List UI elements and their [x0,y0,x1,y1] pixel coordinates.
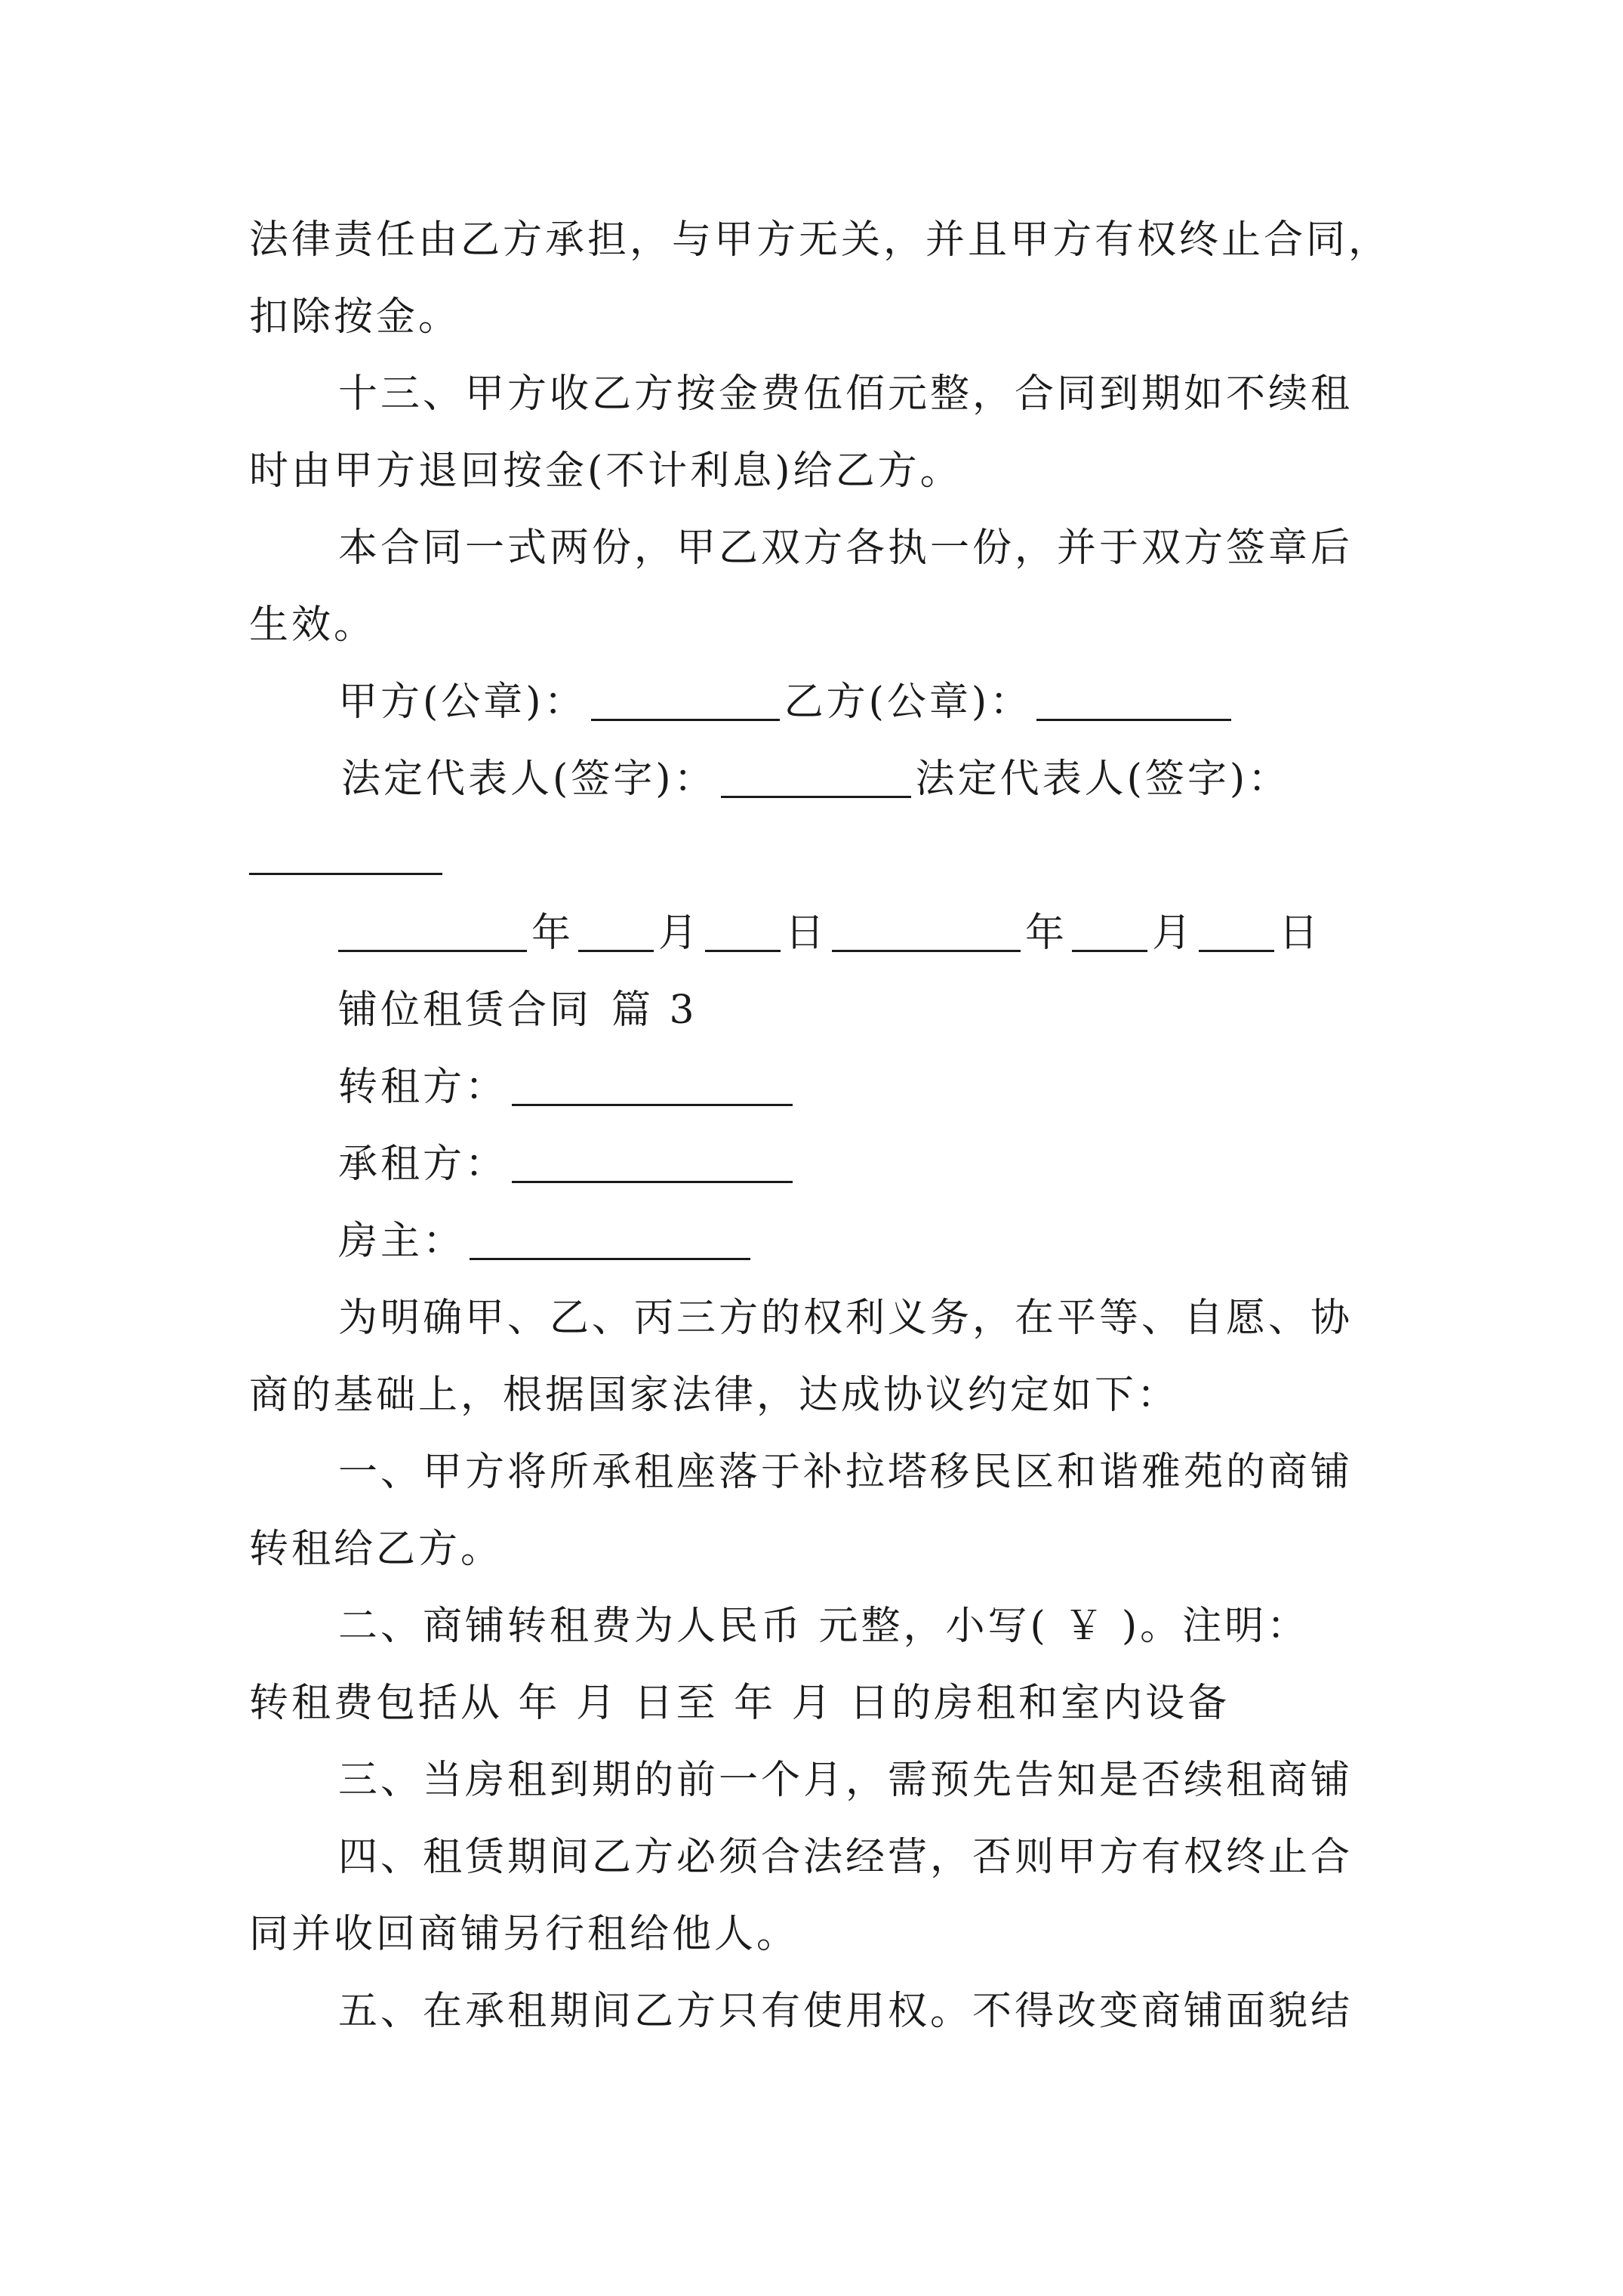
year-label: 年 [531,911,574,956]
day-label: 日 [1279,911,1322,956]
section-title: 铺位租赁合同 [338,988,593,1033]
sublessor-label: 转租方： [338,1065,508,1110]
party-a-seal-label: 甲方(公章)： [338,680,587,725]
rep-a-label: 法定代表人(签字)： [341,757,716,802]
party-b-seal-label: 乙方(公章)： [784,680,1033,725]
clause-5-line: 五、在承租期间乙方只有使用权。不得改变商铺面貌结 [338,1989,1354,2034]
year-label: 年 [1025,911,1068,956]
lessee-blank [512,1142,793,1183]
copies-clause-line: 生效。 [249,603,377,648]
year-blank [338,911,527,952]
landlord-line [338,1214,1471,1268]
year-blank [832,911,1021,952]
intro-line: 商的基础上，根据国家法律，达成协议约定如下： [249,1373,1180,1418]
month-label: 月 [658,911,701,956]
day-label: 日 [785,911,828,956]
clause-1-line: 一、甲方将所承租座落于补拉塔移民区和谐雅苑的商铺 [338,1450,1354,1495]
date-line [338,906,1471,960]
landlord-label: 房主： [338,1219,466,1264]
clause-13-line: 十三、甲方收乙方按金费伍佰元整，合同到期如不续租 [338,371,1354,417]
rep-b-blank [249,834,442,875]
day-blank [1199,911,1274,952]
representative-line [341,752,1474,806]
section-heading [338,983,1471,1037]
rep-b-blank-line [249,829,1381,883]
rep-b-label: 法定代表人(签字)： [915,757,1291,802]
party-b-seal-blank [1036,680,1231,721]
lessee-line [338,1137,1471,1191]
month-blank [578,911,654,952]
clause-2-line: 二、商铺转租费为人民币 元整，小写( ￥ )。注明： [338,1604,1310,1649]
paragraph-line: 扣除按金。 [249,294,461,340]
lessee-label: 承租方： [338,1142,508,1187]
day-blank [705,911,781,952]
section-label: 篇 3 [611,988,698,1033]
landlord-blank [470,1219,750,1260]
month-label: 月 [1152,911,1195,956]
paragraph-line: 法律责任由乙方承担，与甲方无关，并且甲方有权终止合同， [249,217,1391,263]
copies-clause-line: 本合同一式两份，甲乙双方各执一份，并于双方签章后 [338,525,1354,571]
clause-1-line: 转租给乙方。 [249,1527,504,1572]
party-a-seal-blank [591,680,780,721]
clause-2-line: 转租费包括从 年 月 日至 年 月 日的房租和室内设备 [249,1681,1230,1726]
clause-4-line: 同并收回商铺另行租给他人。 [249,1912,799,1957]
rep-a-blank [721,757,911,798]
clause-13-line: 时由甲方退回按金(不计利息)给乙方。 [249,448,962,494]
sublessor-blank [512,1065,793,1106]
clause-4-line: 四、租赁期间乙方必须合法经营，否则甲方有权终止合 [338,1835,1354,1880]
month-blank [1072,911,1147,952]
seal-line [338,675,1471,729]
clause-3-line: 三、当房租到期的前一个月，需预先告知是否续租商铺 [338,1758,1354,1803]
sublessor-line [338,1060,1471,1114]
intro-line: 为明确甲、乙、丙三方的权利义务，在平等、自愿、协 [338,1296,1354,1341]
